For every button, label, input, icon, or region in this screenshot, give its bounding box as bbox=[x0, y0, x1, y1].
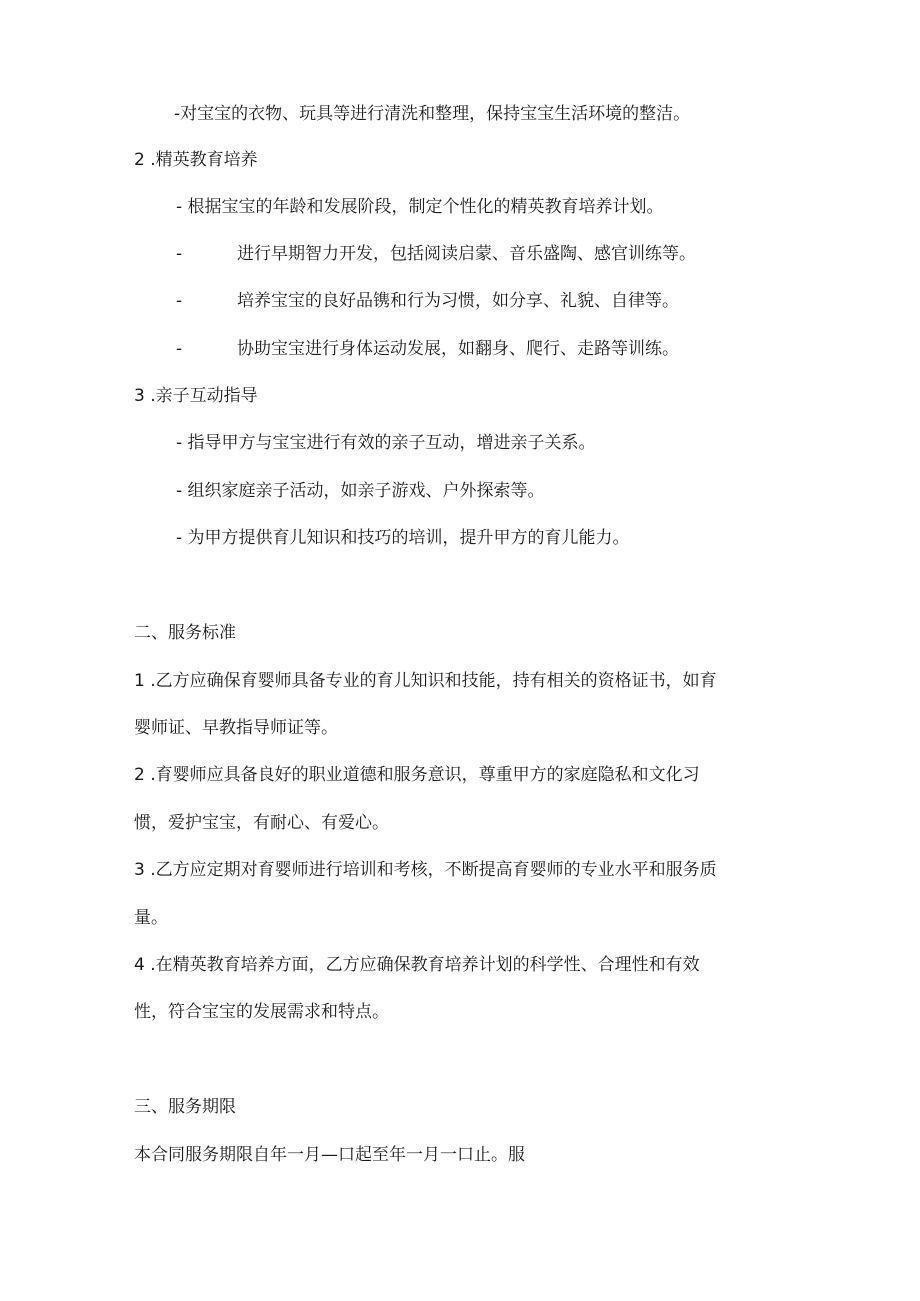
section-heading: 3 .亲子互动指导 bbox=[134, 386, 258, 406]
list-item: 培养宝宝的良好品镌和行为习惯，如分享、礼貌、自律等。 bbox=[237, 291, 679, 311]
list-item: 协助宝宝进行身体运动发展，如翻身、爬行、走路等训练。 bbox=[237, 339, 679, 359]
paragraph-line: 惯，爱护宝宝，有耐心、有爱心。 bbox=[134, 813, 389, 833]
dash-marker: - bbox=[176, 339, 183, 359]
paragraph-line: 3 .乙方应定期对育婴师进行培训和考核，不断提高育婴师的专业水平和服务质 bbox=[134, 860, 717, 880]
paragraph-line: 1 .乙方应确保育婴师具备专业的育儿知识和技能，持有相关的资格证书，如育 bbox=[134, 671, 717, 691]
paragraph-line: 本合同服务期限自年一月—口起至年一月一口止。服 bbox=[134, 1145, 525, 1165]
paragraph-line: 性，符合宝宝的发展需求和特点。 bbox=[134, 1002, 389, 1022]
text-line: -对宝宝的衣物、玩具等进行清洗和整理，保持宝宝生活环境的整洁。 bbox=[174, 104, 691, 124]
chapter-heading: 二、服务标准 bbox=[134, 623, 236, 643]
section-heading: 2 .精英教育培养 bbox=[134, 150, 258, 170]
list-item: - 根据宝宝的年龄和发展阶段，制定个性化的精英教育培养计划。 bbox=[176, 197, 664, 217]
paragraph-line: 婴师证、早教指导师证等。 bbox=[134, 718, 338, 738]
paragraph-line: 2 .育婴师应具备良好的职业道德和服务意识，尊重甲方的家庭隐私和文化习 bbox=[134, 765, 700, 785]
list-item: - 组织家庭亲子活动，如亲子游戏、户外探索等。 bbox=[176, 481, 545, 501]
chapter-heading: 三、服务期限 bbox=[134, 1097, 236, 1117]
list-item: - 指导甲方与宝宝进行有效的亲子互动，增进亲子关系。 bbox=[176, 433, 596, 453]
dash-marker: - bbox=[176, 244, 183, 264]
dash-marker: - bbox=[176, 291, 183, 311]
list-item: 进行早期智力开发，包括阅读启蒙、音乐盛陶、感官训练等。 bbox=[237, 244, 696, 264]
paragraph-line: 量。 bbox=[134, 908, 168, 928]
paragraph-line: 4 .在精英教育培养方面，乙方应确保教育培养计划的科学性、合理性和有效 bbox=[134, 955, 700, 975]
list-item: - 为甲方提供育儿知识和技巧的培训，提升甲方的育儿能力。 bbox=[176, 528, 630, 548]
